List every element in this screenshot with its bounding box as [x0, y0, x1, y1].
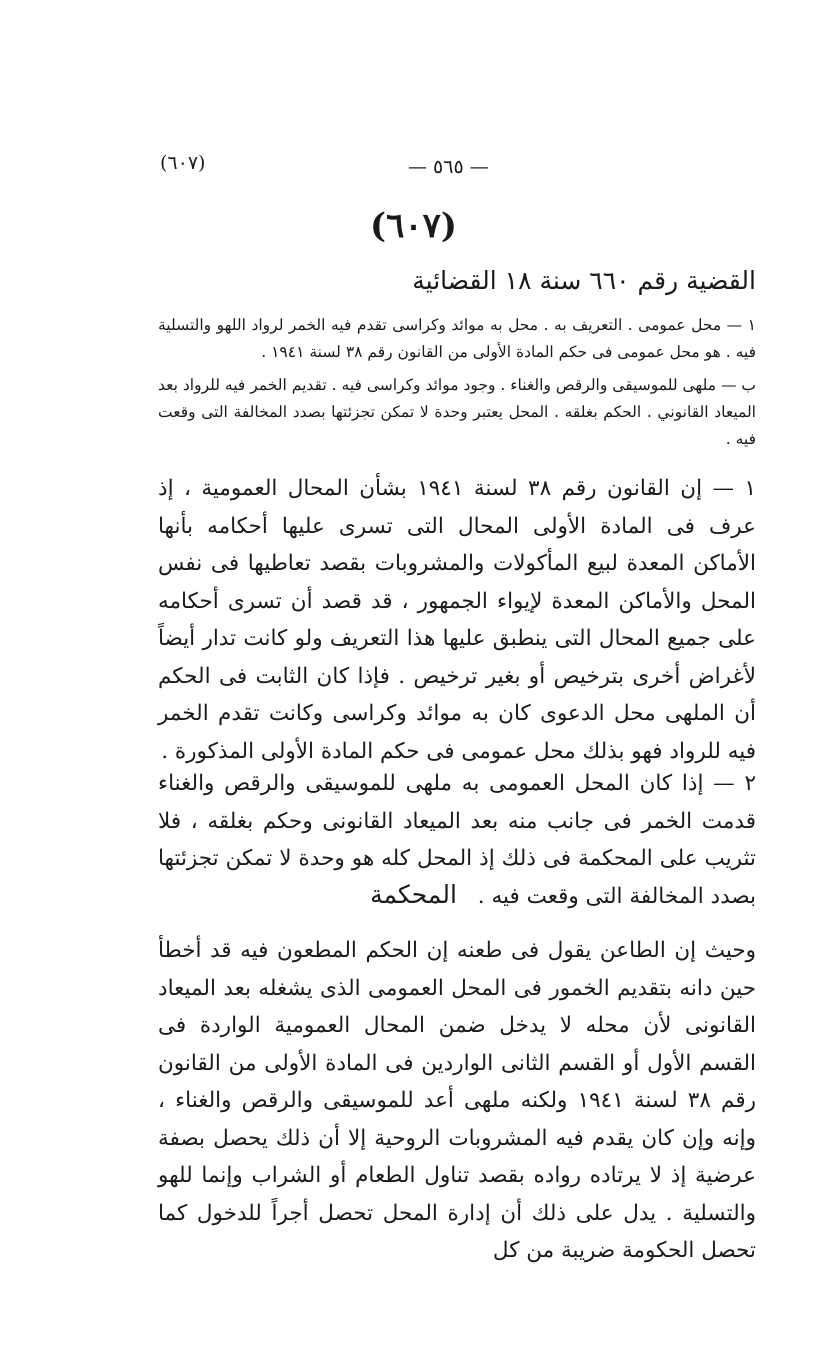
page-number: — ٥٦٥ — — [408, 156, 489, 178]
case-number-title: (٦٠٧) — [370, 206, 457, 246]
case-number-header: (٦٠٧) — [160, 152, 206, 174]
court-paragraph: وحيث إن الطاعن يقول فى طعنه إن الحكم المطعون فيه قد أخطأ حين دانه بتقديم الخمور فى المحل العمومى الذى يشغله بعد الميعاد القانونى لأن محله لا يدخل ضمن المحال العمومية الواردة فى القسم الأول أو القسم الثانى الواردين فى المادة الأولى من القانون رقم ٣٨ لسنة ١٩٤١ ولكنه ملهى أعد للموسيقى والرقص والغناء ، وإنه وإن كان يقدم فيه المشروبات الروحية إلا أن ذلك يحصل بصفة عرضية إذ لا يرتاده رواده بقصد تناول الطعام أو الشراب وإنما للهو والتسلية . يدل على ذلك أن إدارة المحل تحصل أجراً للدخول كما تحصل الحكومة ضريبة من كل — [158, 938, 756, 1263]
summary-point-2: ب — ملهى للموسيقى والرقص والغناء . وجود موائد وكراسى فيه . تقديم الخمر فيه للرواد بعد الميعاد القانوني . الحكم بغلقه . المحل يعتبر وحدة لا تمكن تجزئتها بصدد المخالفة التى وقعت فيه . — [158, 376, 756, 448]
principle-paragraph-1: ١ — إن القانون رقم ٣٨ لسنة ١٩٤١ بشأن المحال العمومية ، إذ عرف فى المادة الأولى المحال التى تسرى عليها أحكامه بأنها الأماكن المعدة لبيع المأكولات والمشروبات بقصد تعاطيها فى نفس المحل والأماكن المعدة لإيواء الجمهور ، قد قصد أن تسرى أحكامه على جميع المحال التى ينطبق عليها هذا التعريف ولو كانت تدار أيضاً لأغراض أخرى بترخيص أو بغير ترخيص . فإذا كان الثابت فى الحكم أن الملهى محل الدعوى كان به موائد وكراسى وكانت تقدم الخمر فيه للرواد فهو بذلك محل عمومى فى حكم المادة الأولى المذكورة . — [158, 476, 756, 764]
section-heading: المحكمة — [370, 880, 457, 909]
case-title: القضية رقم ٦٦٠ سنة ١٨ القضائية — [412, 266, 756, 295]
principle-paragraph-2: ٢ — إذا كان المحل العمومى به ملهى للموسيقى والرقص والغناء قدمت الخمر فى جانب منه بعد الميعاد القانونى وحكم بغلقه ، فلا تثريب على المحكمة فى ذلك إذ المحل كله هو وحدة لا تمكن تجزئتها بصدد المخالفة التى وقعت فيه . — [158, 771, 756, 909]
summary-point-1: ١ — محل عمومى . التعريف به . محل به موائد وكراسى تقدم فيه الخمر لرواد اللهو والتسلية فيه . هو محل عمومى فى حكم المادة الأولى من القانون رقم ٣٨ لسنة ١٩٤١ . — [158, 316, 756, 361]
